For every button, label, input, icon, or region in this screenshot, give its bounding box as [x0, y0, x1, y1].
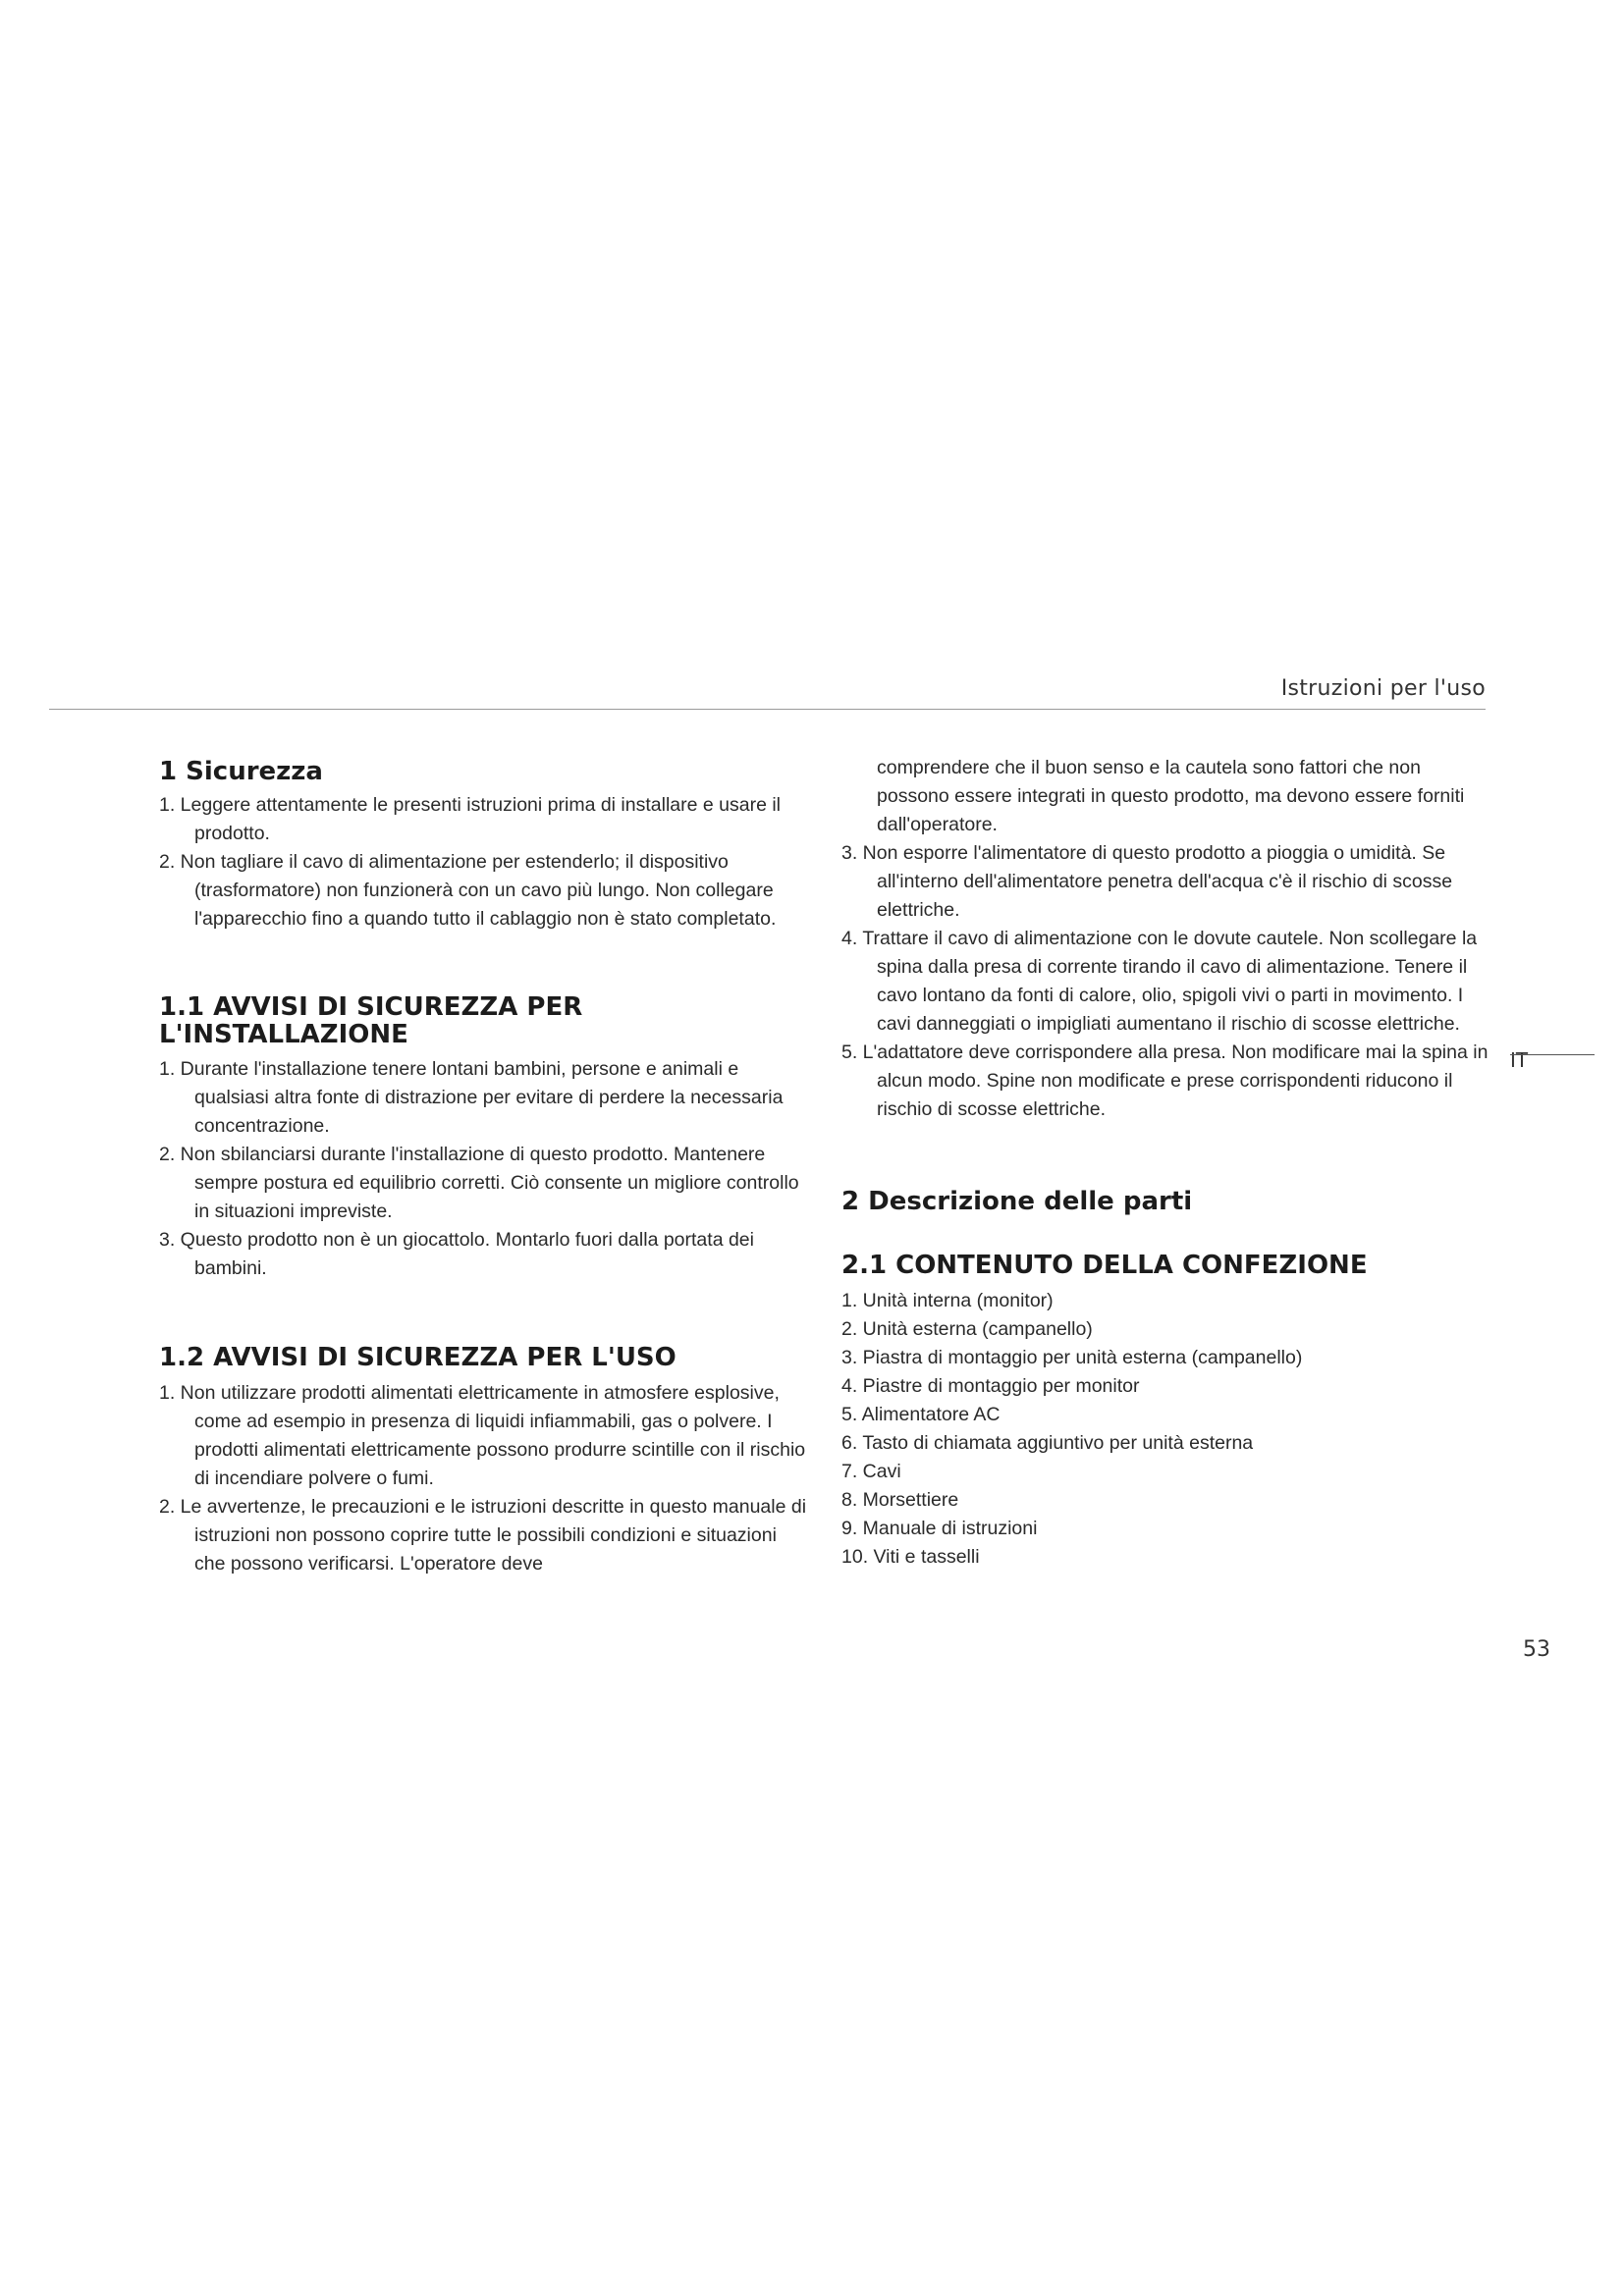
list-avvisi-installazione — [159, 1055, 807, 1283]
list-item: 4. Trattare il cavo di alimentazione con le dovute cautele. Non scollegare la spina dalla presa di corrente tirando il cavo di alimentazione. Tenere il cavo lontano da fonti di calore, olio, spigoli vivi o parti in movimento. I cavi danneggiati o impigliati aumentano il rischio di scosse elettriche. — [841, 928, 1478, 1035]
list-item: 8. Morsettiere — [841, 1489, 959, 1511]
heading-avvisi-uso: 1.2 AVVISI DI SICUREZZA PER L'USO — [159, 1343, 677, 1372]
list-sicurezza — [159, 791, 807, 934]
list-avvisi-uso — [159, 1379, 807, 1578]
language-tab-rule — [1510, 1054, 1595, 1055]
list-item-continued: comprendere che il buon senso e la cautela sono fattori che non possono essere integrati in questo prodotto, ma devono essere forniti dall'operatore. — [877, 757, 1465, 835]
heading-sicurezza: 1 Sicurezza — [159, 757, 323, 786]
list-item: 5. L'adattatore deve corrispondere alla presa. Non modificare mai la spina in alcun modo. Spine non modificate e prese corrispondenti riducono il rischio di scosse elettriche. — [841, 1041, 1489, 1120]
list-item: 4. Piastre di montaggio per monitor — [841, 1375, 1140, 1397]
list-item: 3. Questo prodotto non è un giocattolo. Montarlo fuori dalla portata dei bambini. — [159, 1229, 754, 1279]
list-item: 7. Cavi — [841, 1461, 901, 1482]
list-item: 1. Leggere attentamente le presenti istruzioni prima di installare e usare il prodotto. — [159, 794, 782, 844]
list-item: 2. Non tagliare il cavo di alimentazione per estenderlo; il dispositivo (trasformatore) non funzionerà con un cavo più lungo. Non collegare l'apparecchio fino a quando tutto il cablaggio non è stato completato. — [159, 851, 777, 930]
list-item: 2. Le avvertenze, le precauzioni e le istruzioni descritte in questo manuale di istruzioni non possono coprire tutte le possibili condizioni e situazioni che possono verificarsi. L'operatore deve — [159, 1496, 807, 1575]
list-item: 1. Non utilizzare prodotti alimentati elettricamente in atmosfere esplosive, come ad esempio in presenza di liquidi infiammabili, gas o polvere. I prodotti alimentati elettricamente possono produrre scintille con il rischio di incendiare polvere o fumi. — [159, 1382, 806, 1489]
list-item: 3. Piastra di montaggio per unità esterna (campanello) — [841, 1347, 1303, 1368]
list-item: 3. Non esporre l'alimentatore di questo prodotto a pioggia o umidità. Se all'interno dell'alimentatore penetra dell'acqua c'è il rischio di scosse elettriche. — [841, 842, 1453, 921]
heading-avvisi-installazione-line2: L'INSTALLAZIONE — [159, 1020, 408, 1049]
heading-avvisi-installazione-line1: 1.1 AVVISI DI SICUREZZA PER — [159, 992, 583, 1022]
list-avvisi-uso-continued — [841, 754, 1489, 1124]
list-item: 2. Unità esterna (campanello) — [841, 1318, 1093, 1340]
header-rule — [49, 709, 1486, 710]
list-contenuto-confezione — [841, 1287, 1489, 1572]
list-item: 1. Unità interna (monitor) — [841, 1290, 1054, 1311]
list-item: 9. Manuale di istruzioni — [841, 1518, 1038, 1539]
header-title: Istruzioni per l'uso — [1280, 676, 1486, 701]
language-tab: IT — [1510, 1048, 1529, 1072]
heading-descrizione-parti: 2 Descrizione delle parti — [841, 1187, 1193, 1216]
list-item: 1. Durante l'installazione tenere lontani bambini, persone e animali e qualsiasi altra fonte di distrazione per evitare di perdere la necessaria concentrazione. — [159, 1058, 784, 1137]
list-item: 2. Non sbilanciarsi durante l'installazione di questo prodotto. Mantenere sempre postura ed equilibrio corretti. Ciò consente un migliore controllo in situazioni impreviste. — [159, 1144, 799, 1222]
list-item: 10. Viti e tasselli — [841, 1546, 980, 1568]
heading-contenuto-confezione: 2.1 CONTENUTO DELLA CONFEZIONE — [841, 1251, 1368, 1280]
list-item: 6. Tasto di chiamata aggiuntivo per unità esterna — [841, 1432, 1254, 1454]
page-number: 53 — [1523, 1637, 1550, 1662]
list-item: 5. Alimentatore AC — [841, 1404, 1001, 1425]
